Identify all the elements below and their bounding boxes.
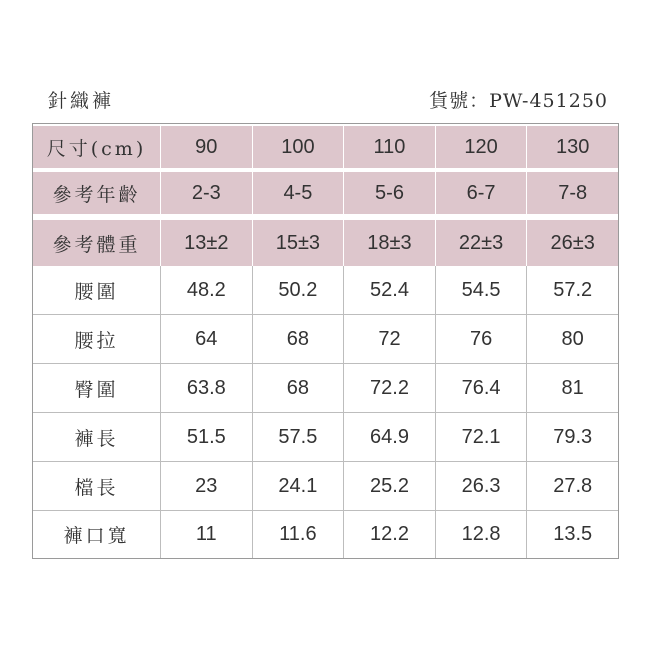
table-row	[33, 266, 618, 314]
table-cell: 23	[160, 462, 252, 510]
header-row-size	[33, 126, 618, 168]
table-cell: 26.3	[435, 462, 527, 510]
table-cell: 72.1	[435, 413, 527, 461]
table-cell: 4-5	[252, 172, 344, 214]
table-cell: 72	[343, 315, 435, 363]
table-cell: 27.8	[526, 462, 618, 510]
table-cell: 6-7	[435, 172, 527, 214]
table-cell: 51.5	[160, 413, 252, 461]
size-table	[32, 123, 619, 559]
table-cell: 11.6	[252, 511, 344, 558]
table-cell: 13.5	[526, 511, 618, 558]
row-label: 腰圍	[74, 280, 119, 303]
table-cell: 79.3	[526, 413, 618, 461]
table-cell: 68	[252, 364, 344, 412]
table-cell: 100	[252, 126, 344, 168]
table-row	[33, 511, 618, 558]
table-cell: 76.4	[435, 364, 527, 412]
table-cell: 130	[526, 126, 618, 168]
header-row-age	[33, 172, 618, 214]
product-code: 貨號：PW-451250	[429, 90, 608, 112]
table-cell: 25.2	[343, 462, 435, 510]
table-cell: 24.1	[252, 462, 344, 510]
row-label: 褲長	[74, 427, 119, 450]
table-row	[33, 315, 618, 363]
table-cell: 120	[435, 126, 527, 168]
table-cell: 12.2	[343, 511, 435, 558]
header-row-weight	[33, 220, 618, 266]
table-cell: 12.8	[435, 511, 527, 558]
row-label: 褲口寬	[63, 525, 130, 547]
table-cell: 7-8	[526, 172, 618, 214]
table-cell: 52.4	[343, 266, 435, 314]
table-cell: 110	[343, 126, 435, 168]
table-cell: 48.2	[160, 266, 252, 314]
row-label: 參考體重	[52, 233, 141, 256]
table-cell: 15±3	[252, 220, 344, 266]
table-row	[33, 364, 618, 412]
table-cell: 80	[526, 315, 618, 363]
table-cell: 13±2	[160, 220, 252, 266]
table-cell: 5-6	[343, 172, 435, 214]
table-cell: 72.2	[343, 364, 435, 412]
row-label: 腰拉	[74, 329, 119, 352]
table-cell: 76	[435, 315, 527, 363]
table-cell: 68	[252, 315, 344, 363]
table-cell: 64	[160, 315, 252, 363]
row-label: 臀圍	[74, 378, 119, 401]
table-row	[33, 413, 618, 461]
row-label: 檔長	[74, 476, 119, 499]
table-cell: 64.9	[343, 413, 435, 461]
product-title: 針織褲	[48, 90, 115, 112]
table-cell: 63.8	[160, 364, 252, 412]
table-cell: 26±3	[526, 220, 618, 266]
table-cell: 22±3	[435, 220, 527, 266]
row-label: 參考年齡	[52, 183, 141, 206]
table-cell: 11	[160, 511, 252, 558]
table-cell: 57.2	[526, 266, 618, 314]
table-cell: 54.5	[435, 266, 527, 314]
table-cell: 57.5	[252, 413, 344, 461]
table-cell: 18±3	[343, 220, 435, 266]
row-label: 尺寸(cm)	[46, 137, 147, 160]
table-cell: 81	[526, 364, 618, 412]
table-cell: 90	[160, 126, 252, 168]
table-cell: 50.2	[252, 266, 344, 314]
table-row	[33, 462, 618, 510]
table-cell: 2-3	[160, 172, 252, 214]
